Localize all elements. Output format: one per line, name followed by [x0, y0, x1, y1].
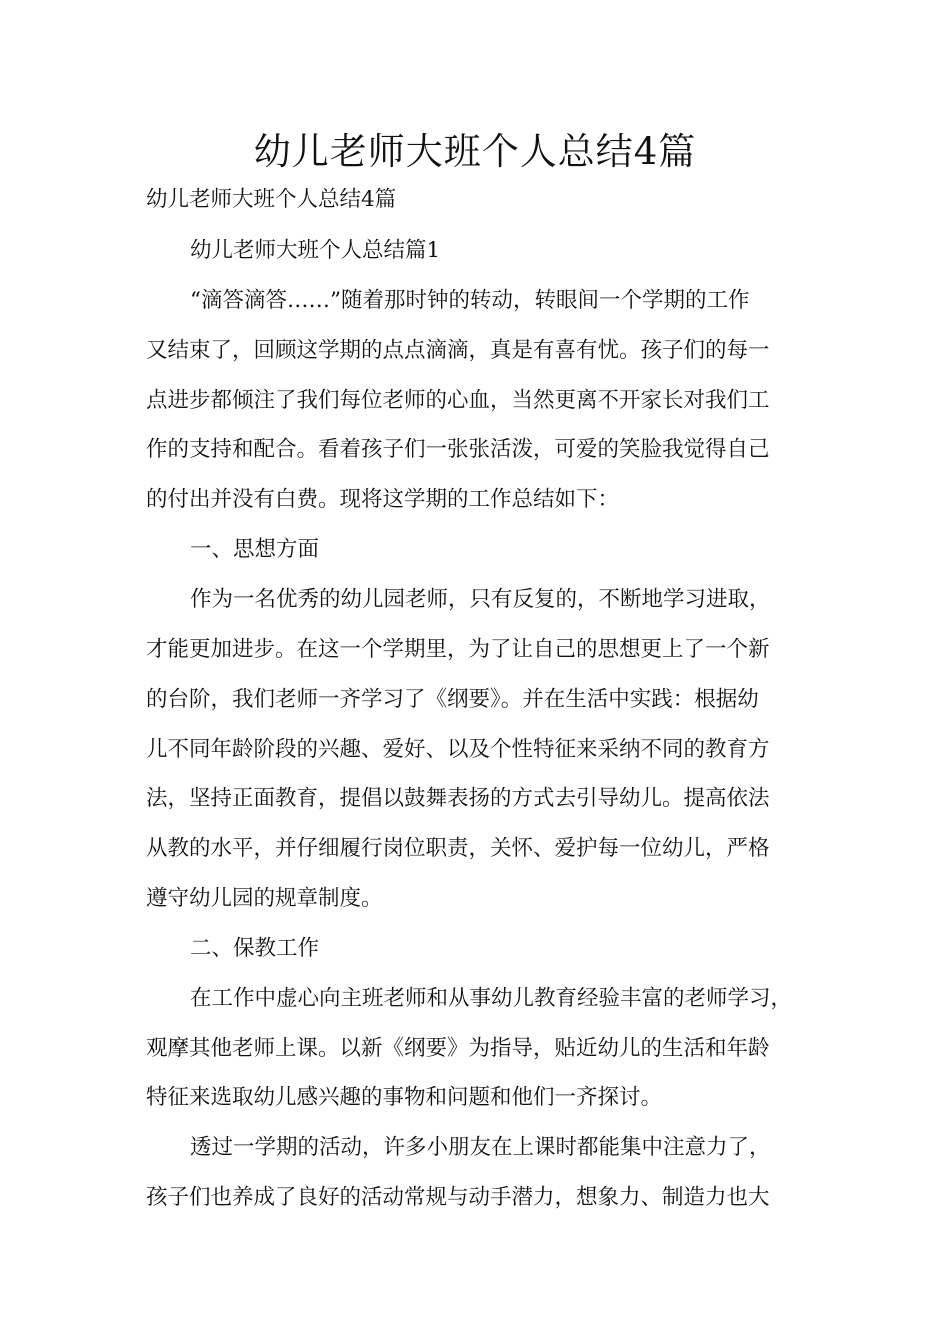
- paragraph-line: 的台阶，我们老师一齐学习了《纲要》。并在生活中实践：根据幼: [146, 687, 759, 712]
- paragraph-line: 观摩其他老师上课。以新《纲要》为指导，贴近幼儿的生活和年龄: [146, 1036, 770, 1061]
- paragraph-line: 遵守幼儿园的规章制度。: [146, 886, 383, 911]
- section-title: 幼儿老师大班个人总结篇1: [190, 238, 441, 263]
- paragraph-line: 在工作中虚心向主班老师和从事幼儿教育经验丰富的老师学习，: [190, 986, 793, 1011]
- paragraph-line: 又结束了，回顾这学期的点点滴滴，真是有喜有忧。孩子们的每一: [146, 338, 770, 363]
- paragraph-line: 孩子们也养成了良好的活动常规与动手潜力，想象力、制造力也大: [146, 1185, 770, 1210]
- paragraph-line: 法，坚持正面教育，提倡以鼓舞表扬的方式去引导幼儿。提高依法: [146, 786, 770, 811]
- paragraph-line: 作为一名优秀的幼儿园老师，只有反复的，不断地学习进取，: [190, 587, 771, 612]
- paragraph-line: 的付出并没有白费。现将这学期的工作总结如下：: [146, 487, 620, 512]
- heading-thought: 一、思想方面: [190, 537, 320, 562]
- paragraph-line: “滴答滴答……”随着那时钟的转动，转眼间一个学期的工作: [190, 288, 750, 313]
- heading-teaching: 二、保教工作: [190, 936, 320, 961]
- paragraph-line: 点进步都倾注了我们每位老师的心血，当然更离不开家长对我们工: [146, 388, 770, 413]
- paragraph-line: 透过一学期的活动，许多小朋友在上课时都能集中注意力了，: [190, 1135, 771, 1160]
- paragraph-line: 特征来选取幼儿感兴趣的事物和问题和他们一齐探讨。: [146, 1085, 663, 1110]
- paragraph-line: 才能更加进步。在这一个学期里，为了让自己的思想更上了一个新: [146, 637, 770, 662]
- paragraph-line: 儿不同年龄阶段的兴趣、爱好、以及个性特征来采纳不同的教育方: [146, 737, 770, 762]
- document-title: 幼儿老师大班个人总结4篇: [253, 130, 697, 173]
- paragraph-line: 作的支持和配合。看着孩子们一张张活泼，可爱的笑脸我觉得自己: [146, 437, 770, 462]
- document-subtitle: 幼儿老师大班个人总结4篇: [146, 187, 397, 212]
- paragraph-line: 从教的水平，并仔细履行岗位职责，关怀、爱护每一位幼儿，严格: [146, 836, 770, 861]
